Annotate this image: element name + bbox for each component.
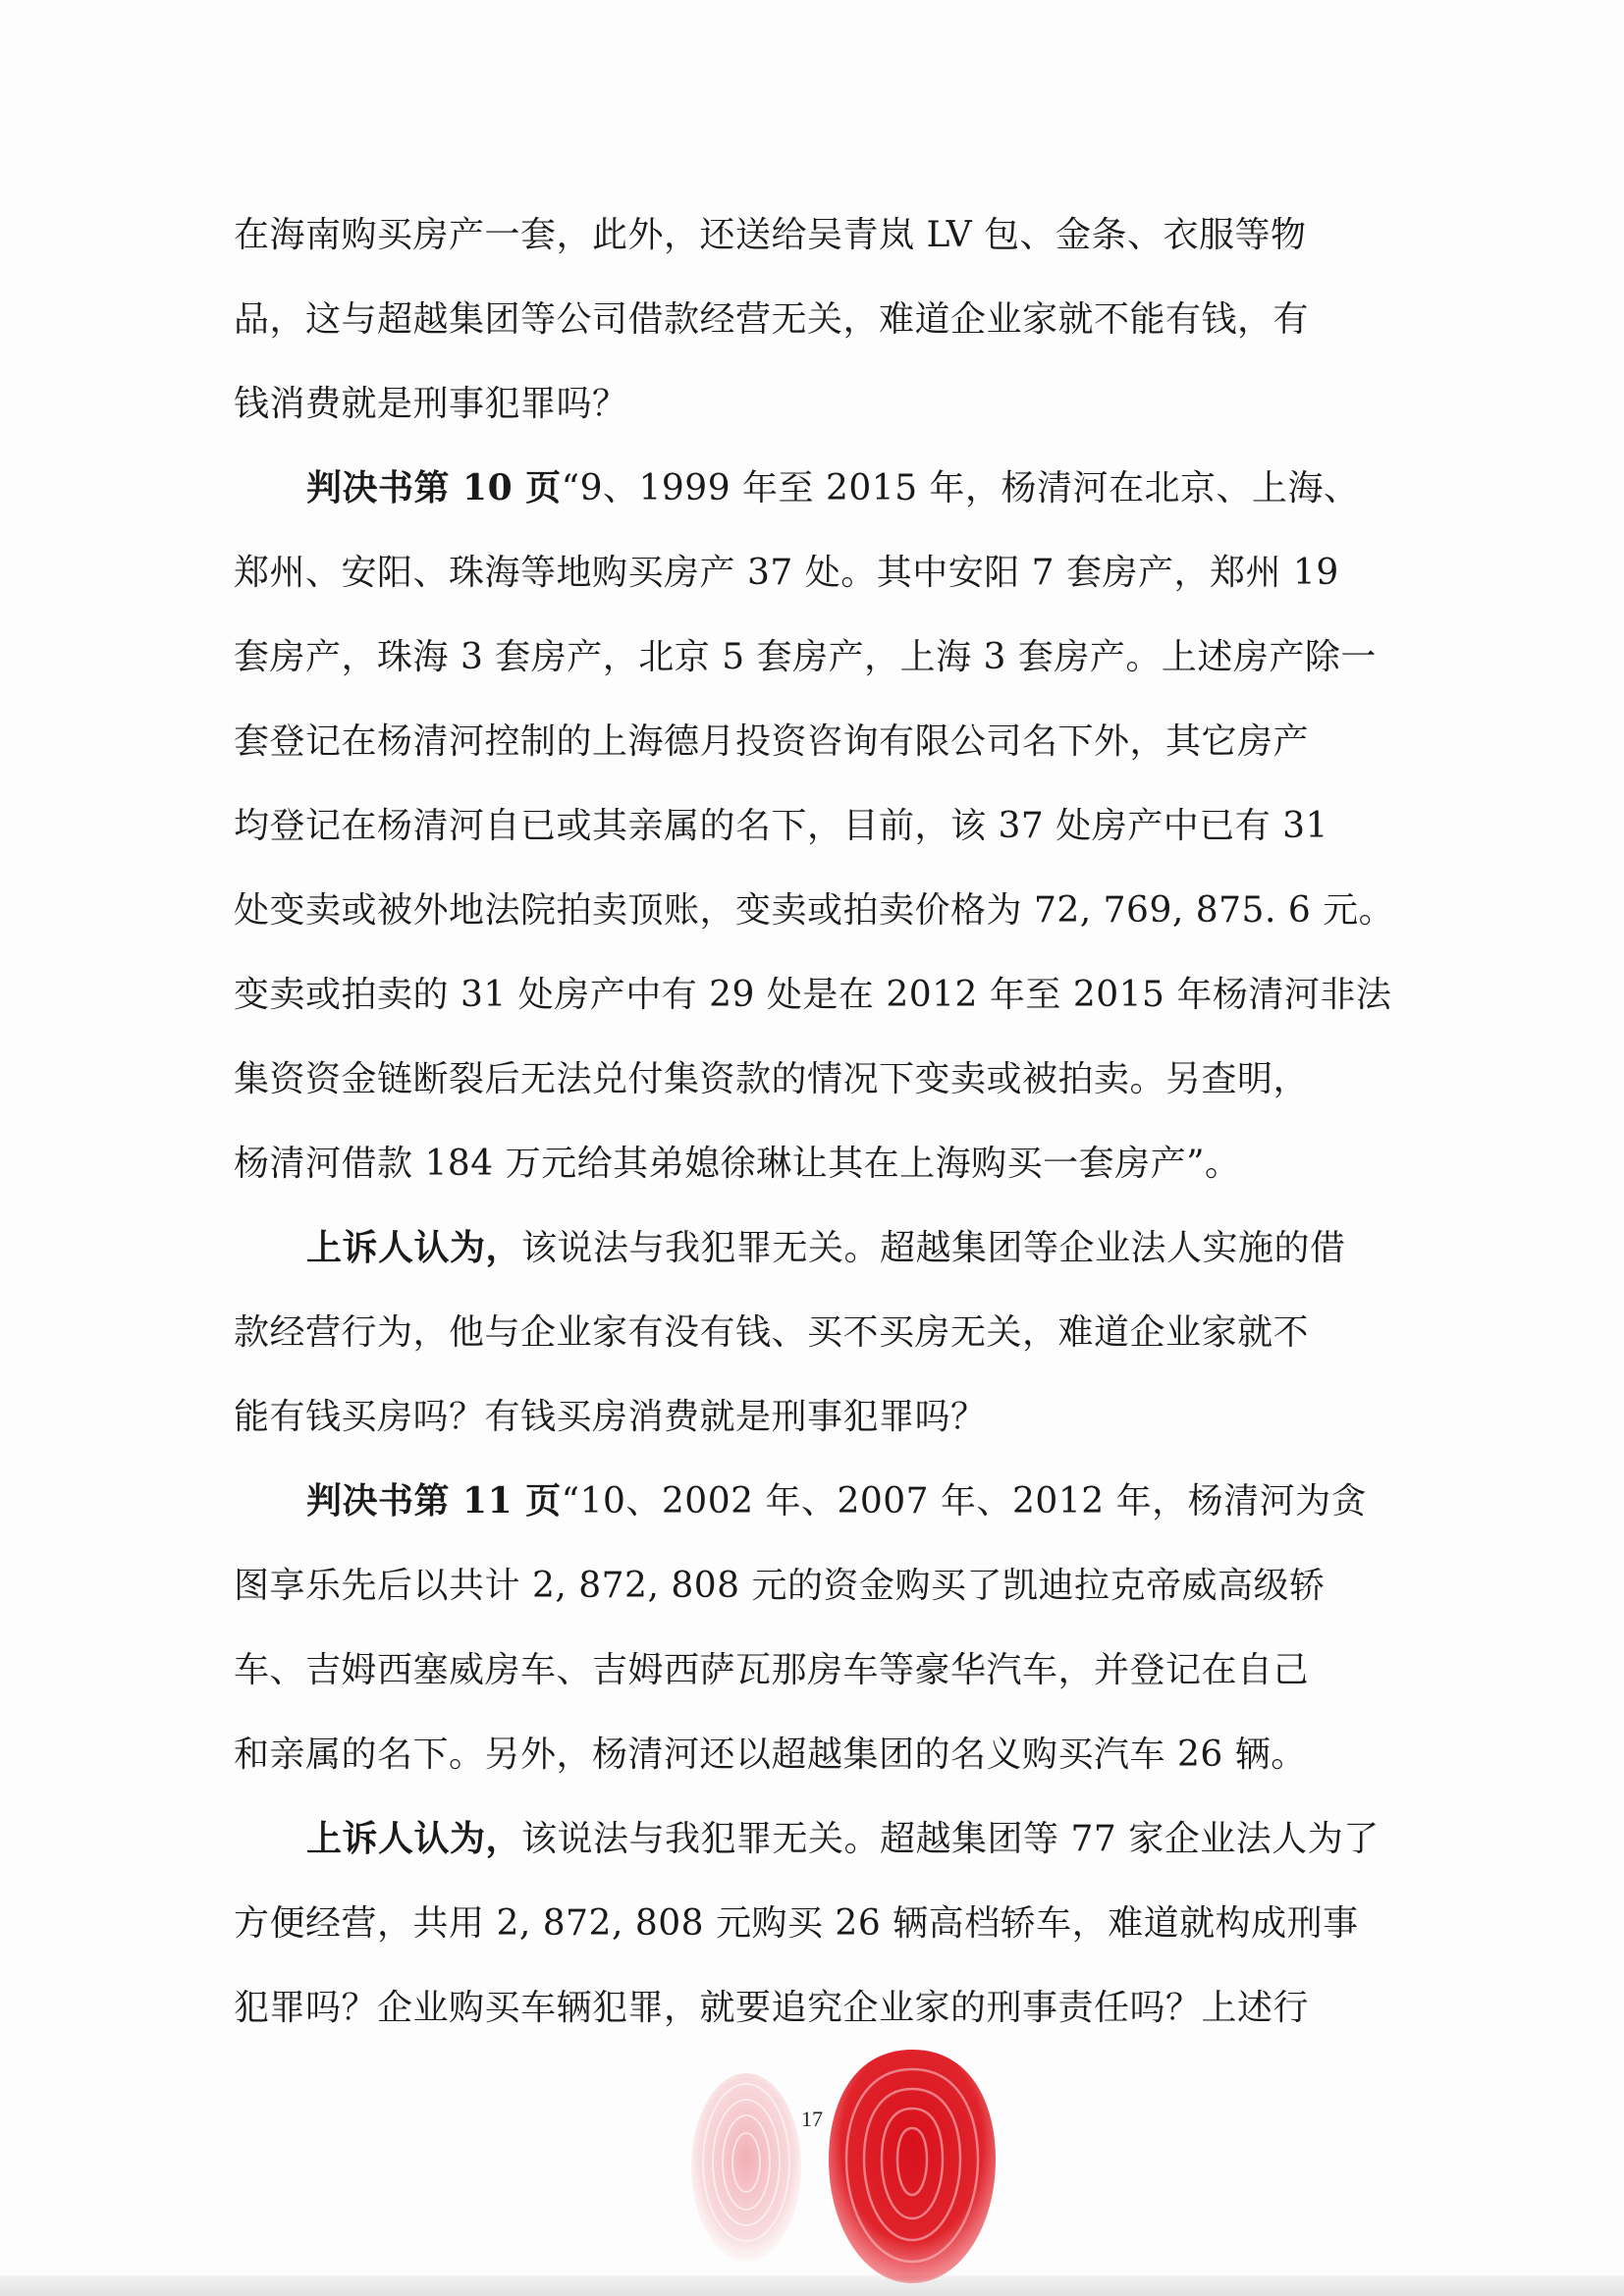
text-line: 处变卖或被外地法院拍卖顶账，变卖或拍卖价格为 72, 769, 875. 6 元。	[234, 890, 1395, 931]
text-line: 郑州、安阳、珠海等地购买房产 37 处。其中安阳 7 套房产，郑州 19	[234, 553, 1339, 593]
judgment-page-ref: 判决书第 10 页	[306, 467, 562, 508]
text-line: 品，这与超越集团等公司借款经营无关，难道企业家就不能有钱，有	[234, 299, 1310, 340]
page-number: 17	[801, 2107, 823, 2131]
text-line: 在海南购买房产一套，此外，还送给吴青岚 LV 包、金条、衣服等物	[234, 215, 1307, 255]
text-line: 均登记在杨清河自已或其亲属的名下，目前，该 37 处房产中已有 31	[234, 806, 1328, 846]
fingerprint-seal-faint	[687, 2069, 805, 2266]
appellant-heading: 上诉人认为，	[306, 1818, 522, 1859]
text-line: 犯罪吗？企业购买车辆犯罪，就要追究企业家的刑事责任吗？上述行	[234, 1988, 1310, 2028]
paragraph-start-line: 判决书第 10 页“9、1999 年至 2015 年，杨清河在北京、上海、	[306, 467, 1360, 508]
text-line: 杨清河借款 184 万元给其弟媳徐琳让其在上海购买一套房产”。	[234, 1144, 1241, 1184]
text-line: 能有钱买房吗？有钱买房消费就是刑事犯罪吗？	[234, 1397, 987, 1437]
appellant-heading: 上诉人认为，	[306, 1227, 522, 1268]
scan-bottom-edge	[0, 2275, 1624, 2296]
text-line: 方便经营，共用 2, 872, 808 元购买 26 辆高档轿车，难道就构成刑事	[234, 1903, 1359, 1944]
text-line: 套登记在杨清河控制的上海德月投资咨询有限公司名下外，其它房产	[234, 721, 1310, 762]
text-line: 钱消费就是刑事犯罪吗？	[234, 384, 628, 424]
text-line: 和亲属的名下。另外，杨清河还以超越集团的名义购买汽车 26 辆。	[234, 1735, 1307, 1775]
text-line: 集资资金链断裂后无法兑付集资款的情况下变卖或被拍卖。另查明，	[234, 1059, 1310, 1099]
text-line: 款经营行为，他与企业家有没有钱、买不买房无关，难道企业家就不	[234, 1312, 1310, 1353]
text-line: 图享乐先后以共计 2, 872, 808 元的资金购买了凯迪拉克帝威高级轿	[234, 1566, 1326, 1606]
judgment-page-ref: 判决书第 11 页	[306, 1480, 562, 1522]
text-line: 套房产，珠海 3 套房产，北京 5 套房产，上海 3 套房产。上述房产除一	[234, 637, 1377, 677]
paragraph-start-line: 判决书第 11 页“10、2002 年、2007 年、2012 年，杨清河为贪	[306, 1480, 1368, 1522]
text-line: 车、吉姆西塞威房车、吉姆西萨瓦那房车等豪华汽车，并登记在自己	[234, 1650, 1310, 1690]
paragraph-start-line: 上诉人认为，该说法与我犯罪无关。超越集团等企业法人实施的借	[306, 1227, 1346, 1268]
fingerprint-seal	[823, 2044, 1001, 2289]
text-line: 变卖或拍卖的 31 处房产中有 29 处是在 2012 年至 2015 年杨清河非法	[234, 975, 1392, 1015]
paragraph-start-line: 上诉人认为，该说法与我犯罪无关。超越集团等 77 家企业法人为了	[306, 1818, 1380, 1859]
body-text	[234, 192, 1395, 2050]
